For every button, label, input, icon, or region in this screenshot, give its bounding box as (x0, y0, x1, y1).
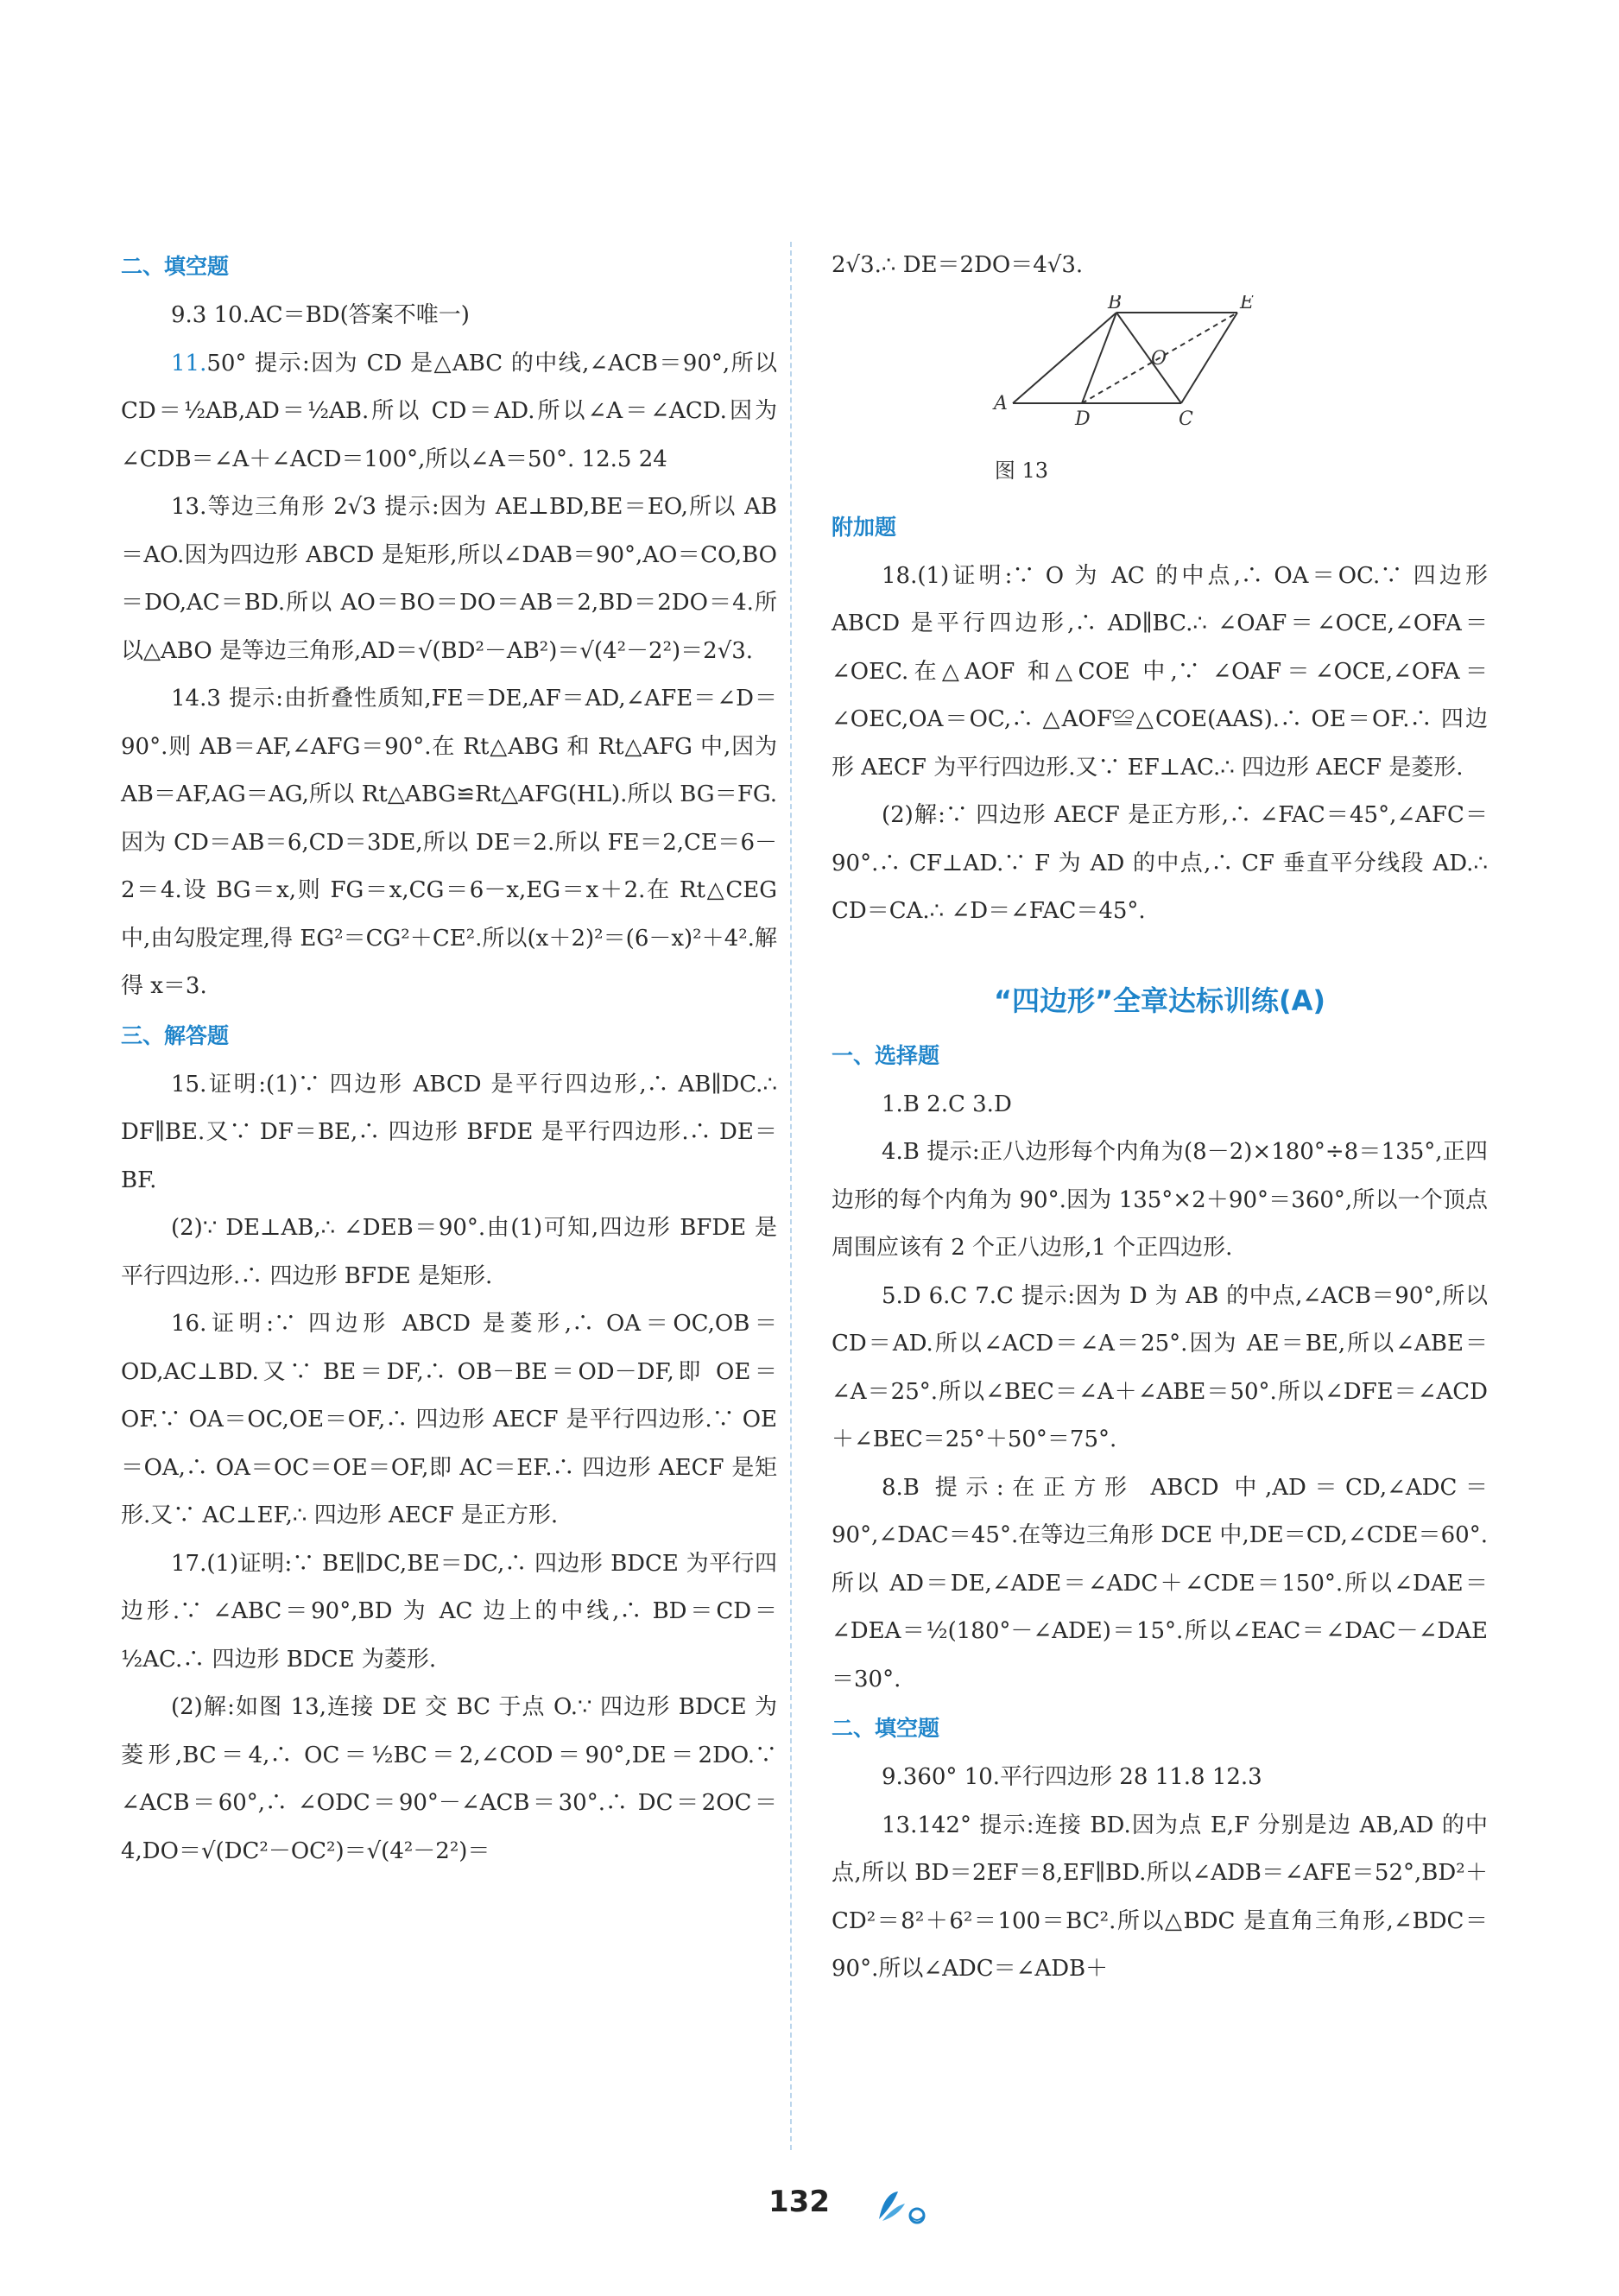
answer-17-1: 17.(1)证明:∵ BE∥DC,BE＝DC,∴ 四边形 BDCE 为平行四边形.∵ ∠ABC＝90°,BD 为 AC 边上的中线,∴ BD＝CD＝½AC.∴ 四边形 BDCE 为菱形. (121, 1550, 777, 1673)
chapter-title: “四边形”全章达标训练(A) (993, 984, 1326, 1017)
leaf-logo-icon (872, 2185, 933, 2228)
answer-18-2: (2)解:∵ 四边形 AECF 是正方形,∴ ∠FAC＝45°,∠AFC＝90°.∴ CF⊥AD.∵ F 为 AD 的中点,∴ CF 垂直平分线段 AD.∴ CD＝CA.∴ ∠D＝∠FAC＝45°. (832, 802, 1488, 924)
left-column (121, 242, 777, 1875)
answer-9-12: 9.360° 10.平行四边形 28 11.8 12.3 (882, 1764, 1262, 1790)
page-number: 132 (768, 2185, 830, 2219)
answer-5-7: 5.D 6.C 7.C 提示:因为 D 为 AB 的中点,∠ACB＝90°,所以 CD＝AD.所以∠ACD＝∠A＝25°.因为 AE＝BE,所以∠ABE＝∠A＝25°.所以∠BEC＝∠A＋∠ABE＝50°.所以∠DFE＝∠ACD＋∠BEC＝25°＋50°＝75°. (832, 1282, 1488, 1452)
answer-13: 13.等边三角形 2√3 提示:因为 AE⊥BD,BE＝EO,所以 AB＝AO.因为四边形 ABCD 是矩形,所以∠DAB＝90°,AO＝CO,BO＝DO,AC＝BD.所以 AO＝BO＝DO＝AB＝2,BD＝2DO＝4.所以△ABO 是等边三角形,AD＝√(BD²－AB²)＝√(4²－2²)＝2√3. (121, 494, 777, 664)
label-O: O (1151, 347, 1167, 370)
answer-17-2: (2)解:如图 13,连接 DE 交 BC 于点 O.∵ 四边形 BDCE 为菱形,BC＝4,∴ OC＝½BC＝2,∠COD＝90°,DE＝2DO.∵ ∠ACB＝60°,∴ ∠ODC＝90°－∠ACB＝30°.∴ DC＝2OC＝4,DO＝√(DC²－OC²)＝√(4²－2²)＝ (121, 1694, 777, 1864)
answer-1-3: 1.B 2.C 3.D (882, 1091, 1012, 1117)
answer-11-12 (121, 340, 777, 484)
label-D: D (1075, 408, 1091, 430)
answer-16: 16.证明:∵ 四边形 ABCD 是菱形,∴ OA＝OC,OB＝OD,AC⊥BD.又∵ BE＝DF,∴ OB－BE＝OD－DF,即 OE＝OF.∵ OA＝OC,OE＝OF,∴ 四边形 AECF 是平行四边形.∵ OE＝OA,∴ OA＝OC＝OE＝OF,即 AC＝EF.∴ 四边形 AECF 是矩形.又∵ AC⊥EF,∴ 四边形 AECF 是正方形. (121, 1311, 777, 1528)
section-heading-answer: 三、解答题 (121, 1022, 230, 1048)
section-heading-fill: 二、填空题 (121, 254, 230, 279)
section-heading-choice: 一、选择题 (832, 1042, 940, 1068)
page-footer (0, 2185, 1619, 2236)
right-column (832, 242, 1488, 1994)
answer-8: 8.B 提示:在正方形 ABCD 中,AD＝CD,∠ADC＝90°,∠DAC＝45°.在等边三角形 DCE 中,DE＝CD,∠CDE＝60°.所以 AD＝DE,∠ADE＝∠ADC＋∠CDE＝150°.所以∠DAE＝∠DEA＝½(180°－∠ADE)＝15°.所以∠EAC＝∠DAC－∠DAE＝30°. (832, 1474, 1488, 1692)
label-A: A (994, 392, 1008, 414)
label-C: C (1179, 408, 1193, 430)
answer-9-10: 9.3 10.AC＝BD(答案不唯一) (171, 302, 470, 328)
figure-13 (832, 295, 1488, 503)
answer-14: 14.3 提示:由折叠性质知,FE＝DE,AF＝AD,∠AFE＝∠D＝90°.则 AB＝AF,∠AFG＝90°.在 Rt△ABG 和 Rt△AFG 中,因为 AB＝AF,AG＝AG,所以 Rt△ABG≌Rt△AFG(HL).所以 BG＝FG.因为 CD＝AB＝6,CD＝3DE,所以 DE＝2.所以 FE＝2,CE＝6－2＝4.设 BG＝x,则 FG＝x,CG＝6－x,EG＝x＋2.在 Rt△CEG 中,由勾股定理,得 EG²＝CG²＋CE².所以(x＋2)²＝(6－x)²＋4².解得 x＝3. (121, 686, 777, 999)
answer-13-b: 13.142° 提示:连接 BD.因为点 E,F 分别是边 AB,AD 的中点,所以 BD＝2EF＝8,EF∥BD.所以∠ADB＝∠AFE＝52°,BD²＋CD²＝8²＋6²＝100＝BC².所以△BDC 是直角三角形,∠BDC＝90°.所以∠ADC＝∠ADB＋ (832, 1812, 1488, 1982)
answer-4: 4.B 提示:正八边形每个内角为(8－2)×180°÷8＝135°,正四边形的每个内角为 90°.因为 135°×2＋90°＝360°,所以一个顶点周围应该有 2 个正八边形,1 个正四边形. (832, 1139, 1488, 1261)
answer-15-2: (2)∵ DE⊥AB,∴ ∠DEB＝90°.由(1)可知,四边形 BFDE 是平行四边形.∴ 四边形 BFDE 是矩形. (121, 1215, 777, 1289)
answer-number: 11. (171, 350, 207, 376)
answer-17-continued: 2√3.∴ DE＝2DO＝4√3. (832, 252, 1084, 278)
answer-18-1: 18.(1)证明:∵ O 为 AC 的中点,∴ OA＝OC.∵ 四边形 ABCD 是平行四边形,∴ AD∥BC.∴ ∠OAF＝∠OCE,∠OFA＝∠OEC.在△AOF 和△COE 中,∵ ∠OAF＝∠OCE,∠OFA＝∠OEC,OA＝OC,∴ △AOF≌△COE(AAS).∴ OE＝OF.∴ 四边形 AECF 为平行四边形.又∵ EF⊥AC.∴ 四边形 AECF 是菱形. (832, 562, 1488, 781)
parallelogram-diagram (987, 295, 1350, 468)
section-heading-fill-2: 二、填空题 (832, 1716, 940, 1741)
figure-caption: 图 13 (994, 458, 1049, 483)
section-heading-extra: 附加题 (832, 514, 897, 540)
label-B: B (1108, 294, 1123, 313)
answer-text: 50° 提示:因为 CD 是△ABC 的中线,∠ACB＝90°,所以 CD＝½AB,AD＝½AB.所以 CD＝AD.所以∠A＝∠ACD.因为∠CDB＝∠A＋∠ACD＝100°,所以∠A＝50°. 12.5 24 (121, 350, 777, 472)
answer-15-1: 15.证明:(1)∵ 四边形 ABCD 是平行四边形,∴ AB∥DC.∴ DF∥BE.又∵ DF＝BE,∴ 四边形 BFDE 是平行四边形.∴ DE＝BF. (121, 1071, 777, 1193)
label-E: E (1240, 294, 1255, 313)
column-divider (790, 242, 792, 2150)
